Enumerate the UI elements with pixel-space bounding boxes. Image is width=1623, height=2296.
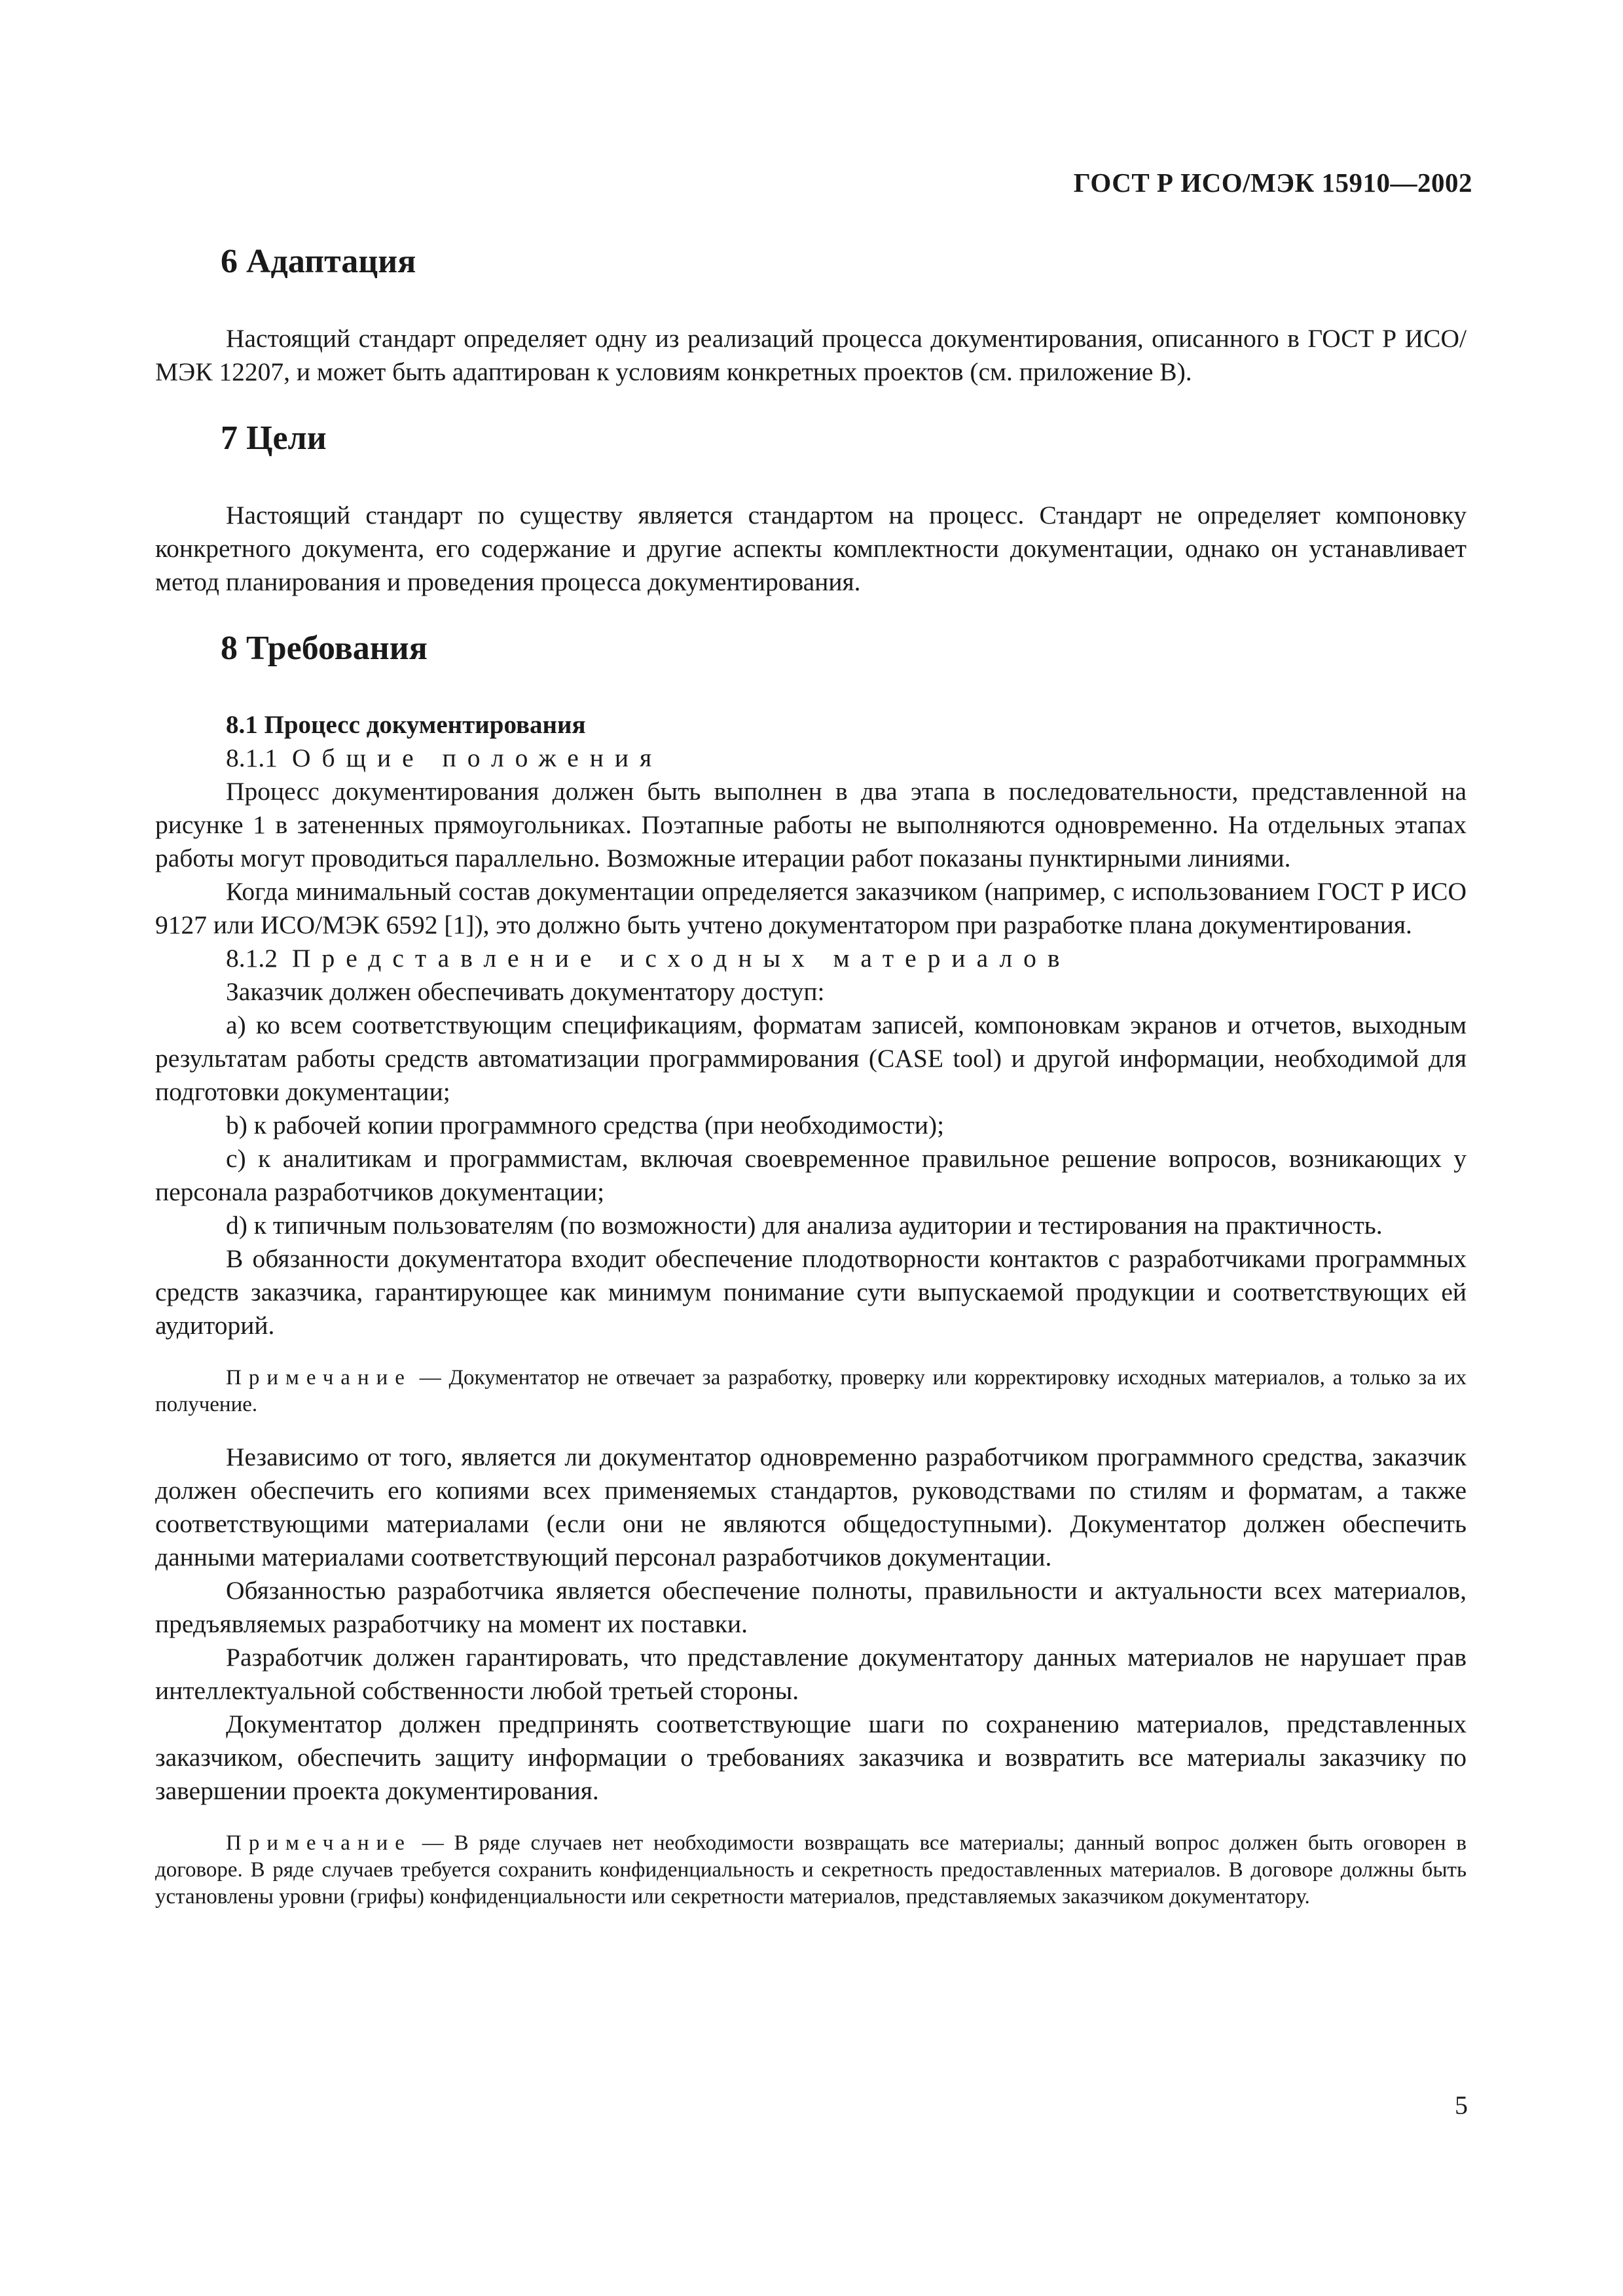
paragraph-developer-duty: Обязанностью разработчика является обеспечение полноты, правильности и актуальности всех материалов, предъявляемых разработчику на момент их поставки. <box>155 1576 1467 1638</box>
paragraph-ip-rights: Разработчик должен гарантировать, что представление документатору данных материалов не нарушает прав интеллектуальной собственности любой третьей стороны. <box>155 1643 1467 1705</box>
paragraph-minimal-set: Когда минимальный состав документации определяется заказчиком (например, с использованием ГОСТ Р ИСО 9127 или ИСО/МЭК 6592 [1]), это должно быть учтено документатором при разработке плана документирования. <box>155 877 1467 939</box>
section-6-paragraph: Настоящий стандарт определяет одну из реализаций процесса документирования, описанного в ГОСТ Р ИСО/МЭК 12207, и может быть адаптирован к условиям конкретных проектов (см. приложение В). <box>155 324 1467 386</box>
note-2-text: — В ряде случаев нет необходимости возвращать все материалы; данный вопрос должен быть оговорен в договоре. В ряде случаев требуется сохранить конфиденциальность и секретность предоставленных материалов. В договоре должны быть установлены уровни (грифы) конфиденциальности или секретности материалов, представляемых заказчиком документатору. <box>155 1831 1467 1909</box>
paragraph-documenter-duties: В обязанности документатора входит обеспечение плодотворности контактов с разработчиками программных средств заказчика, гарантирующее как минимум понимание сути выпускаемой продукции и соответствующих ей аудиторий. <box>155 1244 1467 1340</box>
subsection-8-1-2-heading: Представление исходных материалов <box>292 944 1071 973</box>
subsection-8-1-1-heading: Общие положения <box>292 744 663 772</box>
note-2 <box>155 1830 1467 1910</box>
page-body <box>155 242 1467 1910</box>
paragraph-process: Процесс документирования должен быть выполнен в два этапа в последовательности, представленной на рисунке 1 в затененных прямоугольниках. Поэтапные работы не выполняются одновременно. На отдельных этапах работы могут проводиться параллельно. Возможные итерации работ показаны пунктирными линиями. <box>155 777 1467 872</box>
paragraph-materials-return: Документатор должен предпринять соответствующие шаги по сохранению материалов, представленных заказчиком, обеспечить защиту информации о требованиях заказчика и возвратить все материалы заказчику по завершении проекта документирования. <box>155 1710 1467 1805</box>
subsection-8-1-2-title <box>226 942 1467 975</box>
subsection-8-1-2-number: 8.1.2 <box>226 944 278 973</box>
note-1 <box>155 1365 1467 1418</box>
section-7-title: 7 Цели <box>221 420 327 457</box>
subsection-8-1-title: 8.1 Процесс документирования <box>226 711 586 739</box>
page-number: 5 <box>1455 2090 1468 2120</box>
note-1-text: — Документатор не отвечает за разработку, проверку или корректировку исходных материалов, а только за их получение. <box>155 1366 1467 1416</box>
note-2-label: Примечание <box>226 1831 412 1855</box>
section-7-paragraph: Настоящий стандарт по существу является стандартом на процесс. Стандарт не определяет компоновку конкретного документа, его содержание и другие аспекты комплектности документации, однако он устанавливает метод планирования и проведения процесса документирования. <box>155 501 1467 596</box>
list-item-a: а) ко всем соответствующим спецификациям, форматам записей, компоновкам экранов и отчетов, выходным результатам работы средств автоматизации программирования (CASE tool) и другой информации, необходимой для подготовки документации; <box>155 1011 1467 1106</box>
list-item-b: b) к рабочей копии программного средства (при необходимости); <box>226 1111 945 1139</box>
list-item-c: с) к аналитикам и программистам, включая своевременное правильное решение вопросов, возникающих у персонала разработчиков документации; <box>155 1144 1467 1206</box>
section-6-title: 6 Адаптация <box>221 243 416 280</box>
paragraph-standards-copies: Независимо от того, является ли документатор одновременно разработчиком программного средства, заказчик должен обеспечить его копиями всех применяемых стандартов, руководствами по стилям и форматам, а также соответствующими материалами (если они не являются общедоступными). Документатор должен обеспечить данными материалами соответствующий персонал разработчиков документации. <box>155 1443 1467 1571</box>
list-item-d: d) к типичным пользователям (по возможности) для анализа аудитории и тестирования на практичность. <box>226 1211 1383 1240</box>
note-1-label: Примечание <box>226 1366 412 1390</box>
section-8-title: 8 Требования <box>221 630 428 667</box>
subsection-8-1-1-number: 8.1.1 <box>226 744 278 772</box>
subsection-8-1-1-title <box>226 742 1467 775</box>
paragraph-customer-access: Заказчик должен обеспечивать документатору доступ: <box>226 977 825 1006</box>
running-header: ГОСТ Р ИСО/МЭК 15910—2002 <box>1073 168 1472 198</box>
